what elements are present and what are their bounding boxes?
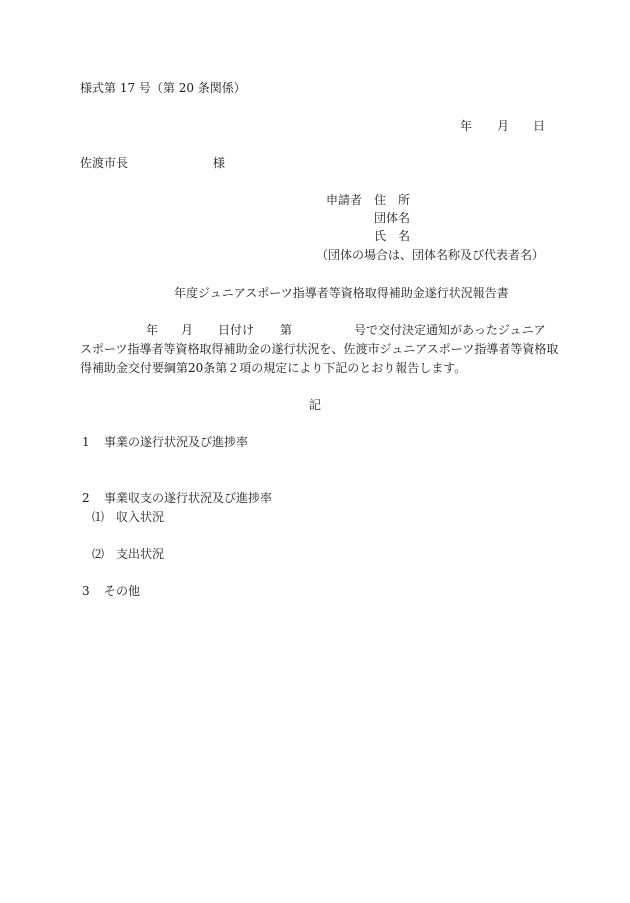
document-title: 年度ジュニアスポーツ指導者等資格取得補助金遂行状況報告書 — [174, 286, 509, 300]
subsection-1-label: 収入状況 — [116, 510, 165, 524]
section-3-number: 3 — [82, 584, 90, 598]
applicant-note: （団体の場合は、団体名称及び代表者名） — [316, 248, 545, 262]
addressee-name: 佐渡市長 — [80, 156, 129, 170]
body-line2: スポーツ指導者等資格取得補助金の遂行状況を、佐渡市ジュニアスポーツ指導者等資格取 — [80, 342, 559, 356]
section-2-number: 2 — [82, 491, 90, 505]
section-2-label: 事業収支の遂行状況及び進捗率 — [104, 491, 273, 505]
body-year: 年 — [146, 323, 159, 337]
applicant-organization-label: 団体名 — [374, 211, 411, 225]
date-year: 年 — [460, 119, 473, 133]
section-1-number: 1 — [82, 435, 90, 449]
body-dai: 第 — [280, 323, 293, 337]
subsection-2-number: ⑵ — [92, 547, 105, 561]
date-month: 月 — [497, 119, 510, 133]
applicant-name-label: 氏 名 — [374, 229, 411, 243]
addressee-honorific: 様 — [213, 156, 226, 170]
section-3-label: その他 — [104, 584, 141, 598]
body-line3: 得補助金交付要綱第20条第２項の規定により下記のとおり報告します。 — [80, 361, 467, 375]
ki-heading: 記 — [309, 398, 322, 412]
body-month: 月 — [181, 323, 194, 337]
applicant-label: 申請者 — [326, 193, 363, 207]
subsection-2-label: 支出状況 — [116, 547, 165, 561]
subsection-1-number: ⑴ — [92, 510, 105, 524]
body-line1-rest: 号で交付決定通知があったジュニア — [354, 323, 546, 337]
applicant-address-label: 住 所 — [374, 193, 411, 207]
body-day: 日付け — [218, 323, 255, 337]
section-1-label: 事業の遂行状況及び進捗率 — [104, 435, 249, 449]
form-number: 様式第 17 号（第 20 条関係） — [80, 81, 246, 95]
date-day: 日 — [533, 119, 546, 133]
